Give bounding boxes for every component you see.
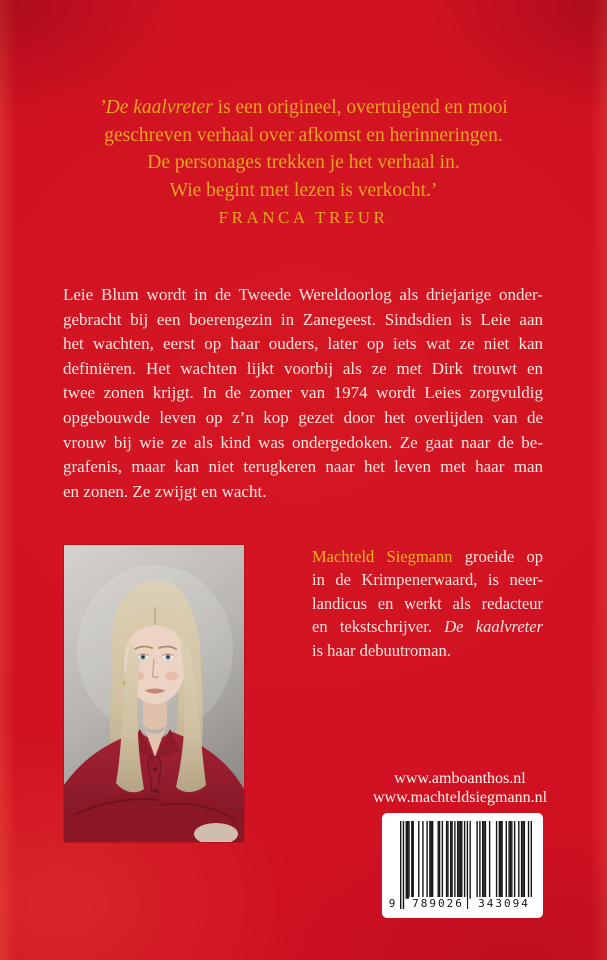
bio-line	[312, 615, 543, 638]
synopsis-line: en zonen. Ze zwijgt en wacht.	[63, 481, 267, 501]
author-bio	[312, 545, 543, 662]
quote-line: Wie begint met lezen is verkocht.’	[169, 179, 438, 201]
quote-line1-rest: is een origineel, overtuigend en mooi	[212, 97, 508, 118]
author-photo	[64, 545, 244, 842]
quote-attribution: FRANCA TREUR	[218, 208, 389, 227]
bio-line: landicus en werkt als redacteur	[312, 593, 543, 613]
quote-book-title-italic: ’De kaalvreter	[99, 97, 213, 118]
barcode-group1: 789026	[409, 897, 467, 911]
quote-line: geschreven verhaal over afkomst en herinneringen.	[104, 124, 503, 146]
bio-line: is haar debuutroman.	[312, 640, 451, 660]
bio-book-title-italic: De kaalvreter	[444, 617, 543, 637]
bio-line4-pre: en tekstschrijver.	[312, 617, 445, 637]
barcode-digits	[382, 897, 543, 913]
bio-line: in de Krimpenerwaard, is neer-	[312, 570, 543, 590]
author-name: Machteld Siegmann	[312, 547, 453, 566]
author-portrait-illustration	[64, 545, 244, 842]
publisher-url: www.amboanthos.nl	[394, 770, 526, 787]
synopsis-line: gebracht bij een boerengezin in Zanegeest. Sindsdien is Leie aan	[63, 309, 543, 329]
author-url: www.machteldsiegmann.nl	[372, 788, 548, 806]
website-urls	[330, 770, 590, 807]
quote-line: De personages trekken je het verhaal in.	[147, 152, 460, 173]
synopsis-text	[63, 283, 543, 504]
endorsement-quote	[50, 94, 557, 231]
synopsis-line: het wachten, eerst op haar ouders, later op iets wat ze niet kan	[63, 334, 543, 354]
barcode-bars	[400, 821, 532, 909]
synopsis-line: opgebouwde leven op z’n kop gezet door het overlijden van de	[63, 407, 543, 427]
quote-line	[50, 94, 557, 122]
synopsis-line: vrouw bij wie ze als kind was ondergedoken. Ze gaat naar de be-	[63, 432, 543, 452]
bio-line1-rest: groeide op	[452, 547, 543, 566]
synopsis-line: grafenis, maar kan niet terugkeren naar het leven met haar man	[63, 457, 543, 477]
synopsis-line: Leie Blum wordt in de Tweede Wereldoorlog als driejarige onder-	[63, 285, 543, 304]
barcode-first-digit: 9	[385, 897, 399, 911]
barcode-group2: 343094	[475, 897, 533, 911]
synopsis-line: definiëren. Het wachten lijkt voorbij als ze met Dirk trouwt en	[63, 358, 543, 378]
synopsis-line: twee zonen krijgt. In de zomer van 1974 wordt Leies zorgvuldig	[63, 383, 543, 403]
bio-line	[312, 545, 543, 568]
isbn-barcode	[382, 813, 543, 918]
